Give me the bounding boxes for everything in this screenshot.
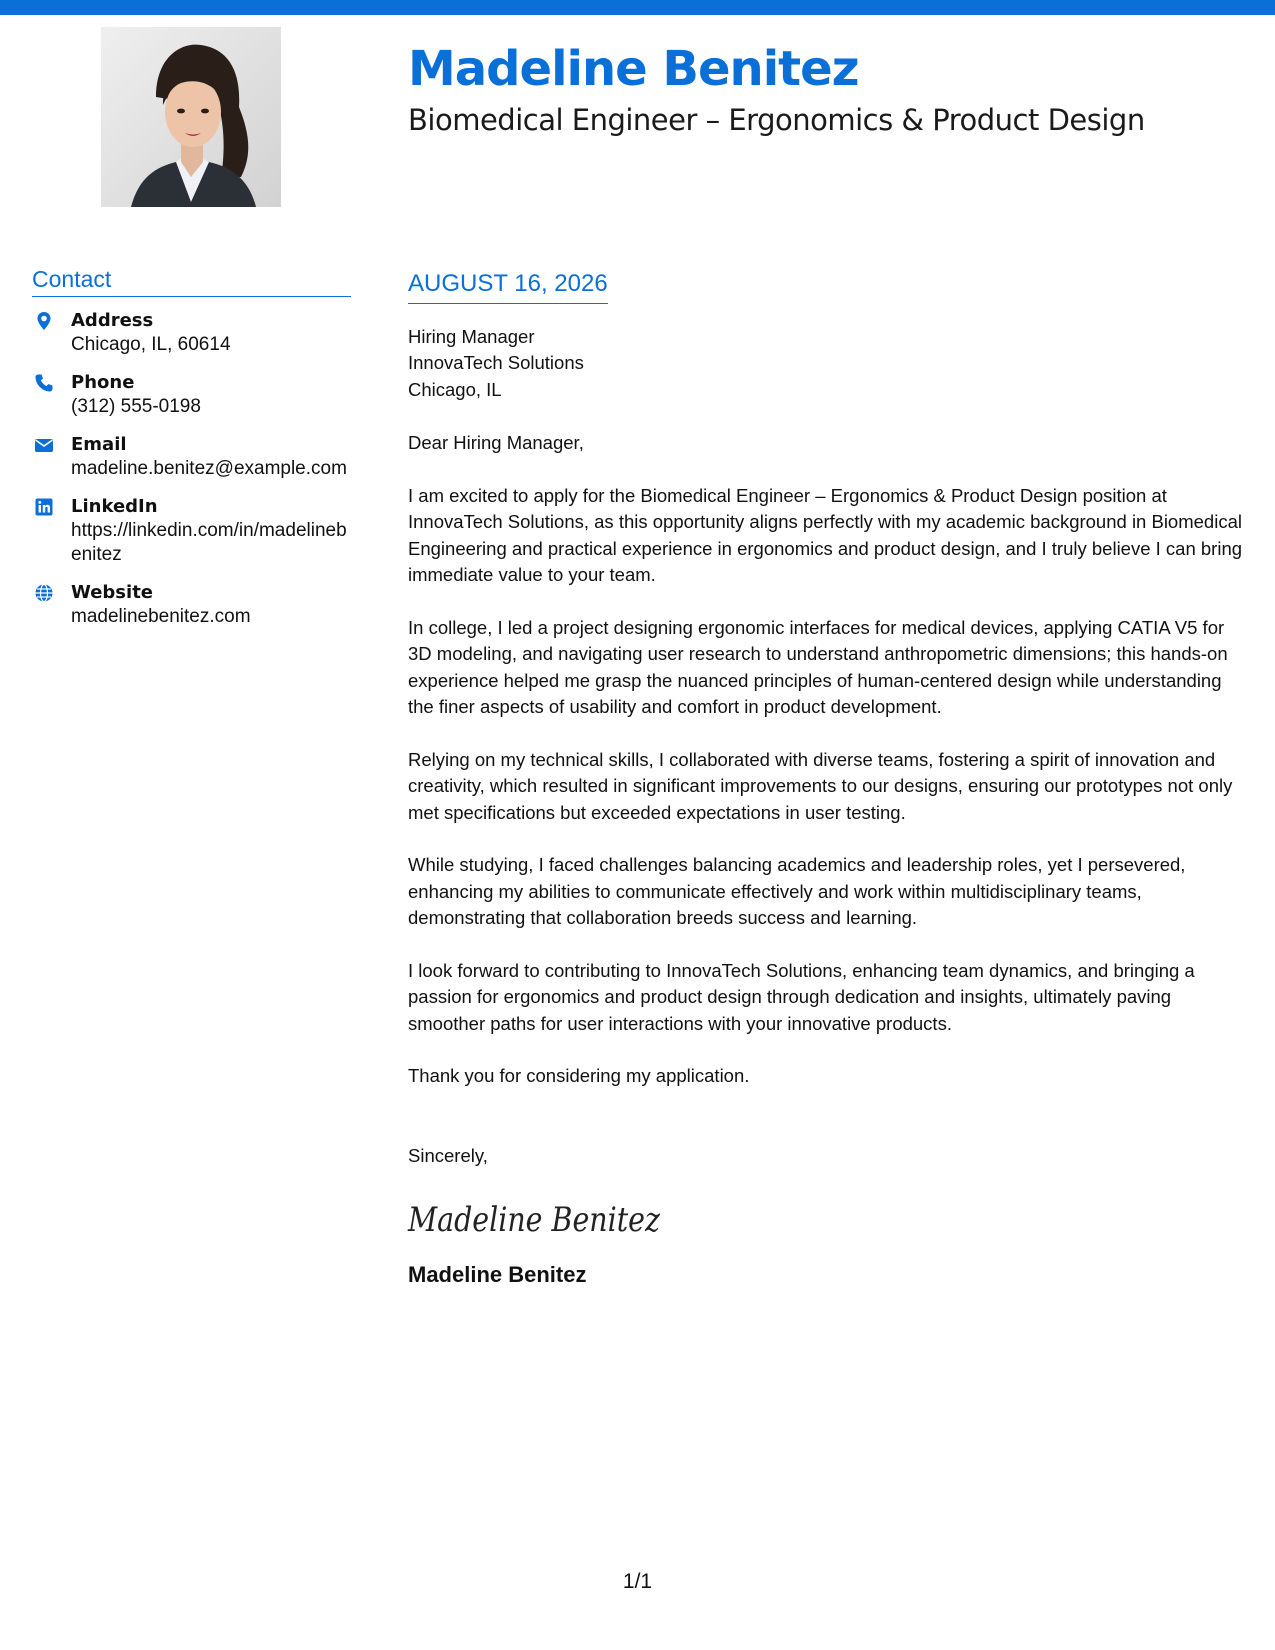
job-title: Biomedical Engineer – Ergonomics & Product Design bbox=[408, 103, 1145, 137]
contact-label: Address bbox=[71, 309, 154, 331]
contact-label: Phone bbox=[71, 371, 135, 393]
letter-greeting: Dear Hiring Manager, bbox=[408, 432, 584, 454]
envelope-icon bbox=[34, 435, 54, 455]
letter-body bbox=[408, 270, 1246, 1289]
letter-thanks: Thank you for considering my application. bbox=[408, 1065, 750, 1087]
contact-value[interactable]: https://linkedin.com/in/madelinebenitez bbox=[71, 519, 347, 565]
phone-icon bbox=[34, 373, 54, 393]
contact-heading: Contact bbox=[32, 266, 351, 297]
signed-name: Madeline Benitez bbox=[408, 1262, 587, 1288]
letter-paragraph: Relying on my technical skills, I collaborated with diverse teams, fostering a spirit of innovation and creativity, which resulted in significant improvements to our designs, ensuring our prototypes not only met specifications but exceeded expectations in user testing. bbox=[408, 748, 1233, 823]
contact-label: LinkedIn bbox=[71, 495, 158, 517]
top-accent-bar bbox=[0, 0, 1275, 15]
page-number: 1/1 bbox=[622, 1570, 653, 1593]
contact-sidebar bbox=[32, 266, 351, 643]
contact-item-website bbox=[32, 581, 351, 629]
letter-closing: Sincerely, bbox=[408, 1144, 488, 1166]
profile-photo bbox=[101, 27, 281, 207]
contact-value[interactable]: madeline.benitez@example.com bbox=[71, 457, 347, 479]
letter-paragraph: I look forward to contributing to InnovaTech Solutions, enhancing team dynamics, and bringing a passion for ergonomics and product design through dedication and insights, ultimately paving smoother paths for user interactions with your innovative products. bbox=[408, 959, 1195, 1034]
svg-text:Madeline Benitez: Madeline Benitez bbox=[407, 1200, 661, 1241]
handwritten-signature bbox=[408, 1191, 1246, 1247]
recipient-line: InnovaTech Solutions bbox=[408, 352, 584, 374]
recipient-line: Chicago, IL bbox=[408, 378, 502, 400]
letter-date: AUGUST 16, 2026 bbox=[408, 270, 608, 304]
contact-item-address bbox=[32, 309, 351, 357]
contact-value: (312) 555-0198 bbox=[71, 395, 201, 417]
recipient-line: Hiring Manager bbox=[408, 325, 535, 347]
contact-value: Chicago, IL, 60614 bbox=[71, 333, 231, 355]
recipient-block bbox=[408, 324, 1246, 404]
map-pin-icon bbox=[34, 311, 54, 331]
contact-label: Website bbox=[71, 581, 154, 603]
applicant-name: Madeline Benitez bbox=[408, 41, 859, 97]
contact-item-linkedin bbox=[32, 495, 351, 567]
contact-value[interactable]: madelinebenitez.com bbox=[71, 605, 251, 627]
letter-paragraph: While studying, I faced challenges balancing academics and leadership roles, yet I persevered, enhancing my abilities to communicate effectively and work within multidisciplinary teams, demonstrating that collaboration breeds success and learning. bbox=[408, 854, 1186, 929]
contact-label: Email bbox=[71, 433, 127, 455]
contact-item-email bbox=[32, 433, 351, 481]
letter-paragraph: I am excited to apply for the Biomedical Engineer – Ergonomics & Product Design position at InnovaTech Solutions, as this opportunity aligns perfectly with my academic background in Biomedical Engineering and practical experience in ergonomics and product design, and I truly believe I can bring immediate value to your team. bbox=[408, 484, 1243, 586]
globe-icon bbox=[34, 583, 54, 603]
linkedin-icon bbox=[34, 497, 54, 517]
letter-paragraph: In college, I led a project designing ergonomic interfaces for medical devices, applying CATIA V5 for 3D modeling, and navigating user research to understand anthropometric dimensions; this hands-on experience helped me grasp the nuanced principles of human-centered design while understanding the finer aspects of usability and comfort in product development. bbox=[408, 616, 1228, 718]
contact-item-phone bbox=[32, 371, 351, 419]
